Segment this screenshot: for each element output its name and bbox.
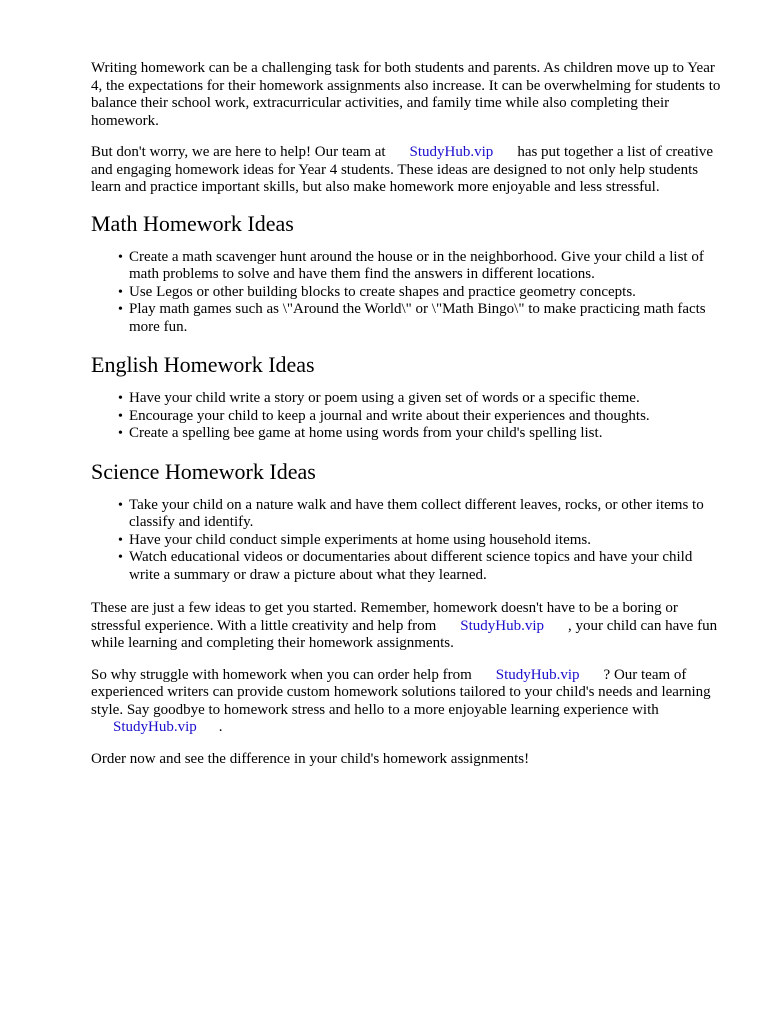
list-item-text: Watch educational videos or documentaries about different science topics and have your child write a summary or draw a picture about what they learned.: [129, 549, 693, 583]
studyhub-link[interactable]: StudyHub.vip: [460, 617, 545, 634]
science-section-heading: Science Homework Ideas: [91, 458, 316, 484]
outro-p2-text-middle: ? Our team of experienced writers can provide custom homework solutions tailored to your child's needs and learning style. Say goodbye to homework stress and hello to a more enjoyable learning experience with: [91, 666, 711, 718]
outro-paragraph-2: [91, 667, 721, 737]
list-item-text: Encourage your child to keep a journal and write about their experiences and thoughts.: [129, 407, 650, 424]
bullet-icon: •: [118, 532, 123, 548]
intro-p2-text-before: But don't worry, we are here to help! Our team at: [91, 144, 386, 160]
list-item: [118, 496, 721, 532]
english-section-heading: English Homework Ideas: [91, 352, 315, 377]
bullet-icon: •: [118, 497, 123, 513]
outro-p2-text-before: So why struggle with homework when you can order help from: [91, 666, 472, 683]
list-item-text: Use Legos or other building blocks to create shapes and practice geometry concepts.: [129, 283, 636, 300]
list-item-text: Create a spelling bee game at home using words from your child's spelling list.: [129, 425, 603, 441]
studyhub-link[interactable]: StudyHub.vip: [113, 719, 197, 735]
list-item-text: Play math games such as \"Around the World\" or \"Math Bingo\" to make practicing math facts more fun.: [129, 301, 706, 335]
list-item: [118, 301, 721, 336]
list-item: [118, 390, 721, 408]
document-page: [91, 60, 721, 782]
list-item: [118, 425, 721, 443]
intro-p2-text-after: has put together a list of creative and engaging homework ideas for Year 4 students. These ideas are designed to not only help students learn and practice important skills, but also make homework more enjoyable and less stressful.: [91, 144, 714, 195]
list-item: [118, 248, 721, 284]
list-item: [118, 531, 721, 550]
list-item-text: Take your child on a nature walk and have them collect different leaves, rocks, or other items to classify and identify.: [129, 496, 704, 530]
intro-paragraph-1: Writing homework can be a challenging task for both students and parents. As children move up to Year 4, the expectations for their homework assignments also increase. It can be overwhelming for students to balance their school work, extracurricular activities, and family time while also completing their homework.: [91, 60, 721, 129]
outro-paragraph-3: Order now and see the difference in your child's homework assignments!: [91, 750, 530, 767]
bullet-icon: •: [118, 302, 123, 317]
intro-paragraph-2: [91, 144, 721, 197]
studyhub-link[interactable]: StudyHub.vip: [495, 666, 580, 683]
outro-p1-text-before: These are just a few ideas to get you started. Remember, homework doesn't have to be a boring or stressful experience. With a little creativity and help from: [91, 600, 678, 634]
bullet-icon: •: [118, 391, 123, 406]
list-item: [118, 283, 721, 302]
outro-p1-text-after: , your child can have fun while learning and completing their homework assignments.: [91, 617, 718, 651]
math-section-heading: Math Homework Ideas: [91, 210, 294, 236]
english-ideas-list: [91, 390, 721, 443]
bullet-icon: •: [118, 426, 123, 441]
list-item-text: Have your child conduct simple experiments at home using household items.: [129, 531, 591, 548]
bullet-icon: •: [118, 550, 123, 565]
science-ideas-list: [91, 497, 721, 585]
outro-paragraph-1: [91, 600, 721, 653]
list-item-text: Create a math scavenger hunt around the house or in the neighborhood. Give your child a list of math problems to solve and have them find the answers in different locations.: [129, 248, 704, 282]
bullet-icon: •: [118, 284, 123, 300]
studyhub-link[interactable]: StudyHub.vip: [409, 144, 494, 160]
list-item: [118, 549, 721, 584]
math-ideas-list: [91, 249, 721, 337]
bullet-icon: •: [118, 249, 123, 265]
list-item: [118, 407, 721, 426]
bullet-icon: •: [118, 408, 123, 424]
list-item-text: Have your child write a story or poem using a given set of words or a specific theme.: [129, 390, 640, 406]
outro-p2-text-after: .: [218, 719, 223, 735]
